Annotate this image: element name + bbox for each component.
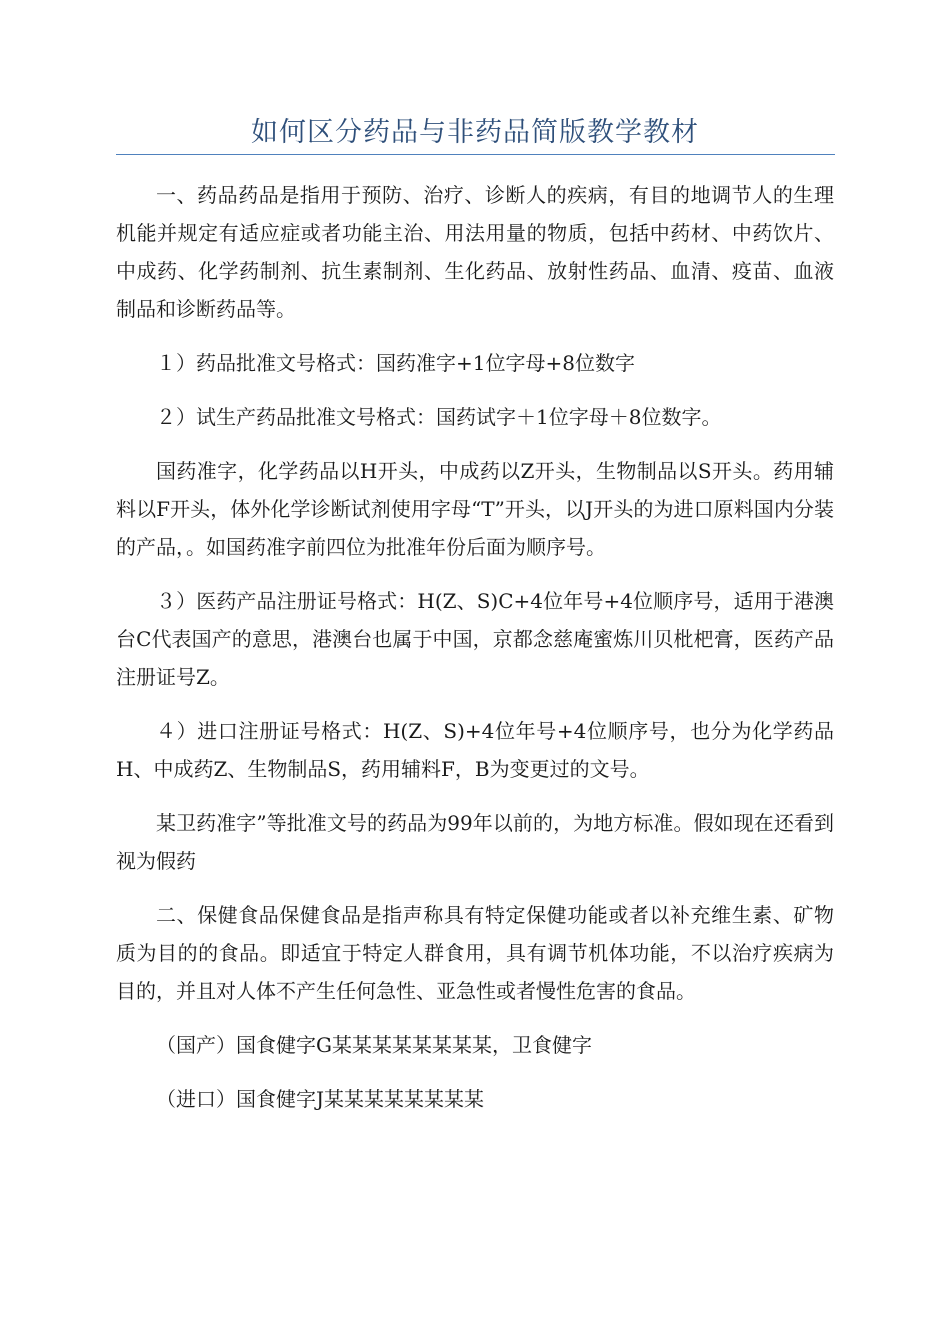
paragraph-registration-number-format: ３）医药产品注册证号格式：H(Z、S)C+4位年号+4位顺序号，适用于港澳台C代表国产的意思，港澳台也属于中国，京都念慈庵蜜炼川贝枇杷膏，医药产品注册证号Z。 bbox=[116, 589, 834, 689]
paragraph-imported-health-food: （进口）国食健字J某某某某某某某某 bbox=[156, 1087, 485, 1111]
document-body bbox=[116, 176, 834, 1134]
paragraph-approval-number-format: １）药品批准文号格式：国药准字+1位字母+8位数字 bbox=[156, 351, 635, 375]
paragraph-drugs-definition: 一、药品药品是指用于预防、治疗、诊断人的疾病，有目的地调节人的生理机能并规定有适应症或者功能主治、用法用量的物质，包括中药材、中药饮片、中成药、化学药制剂、抗生素制剂、生化药品、放射性药品、血清、疫苗、血液制品和诊断药品等。 bbox=[116, 183, 834, 321]
paragraph-import-registration-format: ４）进口注册证号格式：H(Z、S)+4位年号+4位顺序号，也分为化学药品H、中成药Z、生物制品S，药用辅料F，B为变更过的文号。 bbox=[116, 719, 834, 781]
title-underline bbox=[116, 154, 835, 155]
paragraph-domestic-health-food: （国产）国食健字G某某某某某某某某，卫食健字 bbox=[156, 1033, 592, 1057]
paragraph-local-standard: 某卫药准字”等批准文号的药品为99年以前的，为地方标准。假如现在还看到视为假药 bbox=[116, 811, 834, 873]
document-title: 如何区分药品与非药品简版教学教材 bbox=[251, 117, 699, 148]
paragraph-health-food-definition: 二、保健食品保健食品是指声称具有特定保健功能或者以补充维生素、矿物质为目的的食品。即适宜于特定人群食用，具有调节机体功能，不以治疗疾病为目的，并且对人体不产生任何急性、亚急性或者慢性危害的食品。 bbox=[116, 903, 834, 1003]
paragraph-trial-approval-format: ２）试生产药品批准文号格式：国药试字＋1位字母＋8位数字。 bbox=[156, 405, 722, 429]
paragraph-approval-prefix-letters: 国药准字，化学药品以H开头，中成药以Z开头，生物制品以S开头。药用辅料以F开头，体外化学诊断试剂使用字母“T”开头，以J开头的为进口原料国内分装的产品，。如国药准字前四位为批准年份后面为顺序号。 bbox=[116, 459, 834, 559]
